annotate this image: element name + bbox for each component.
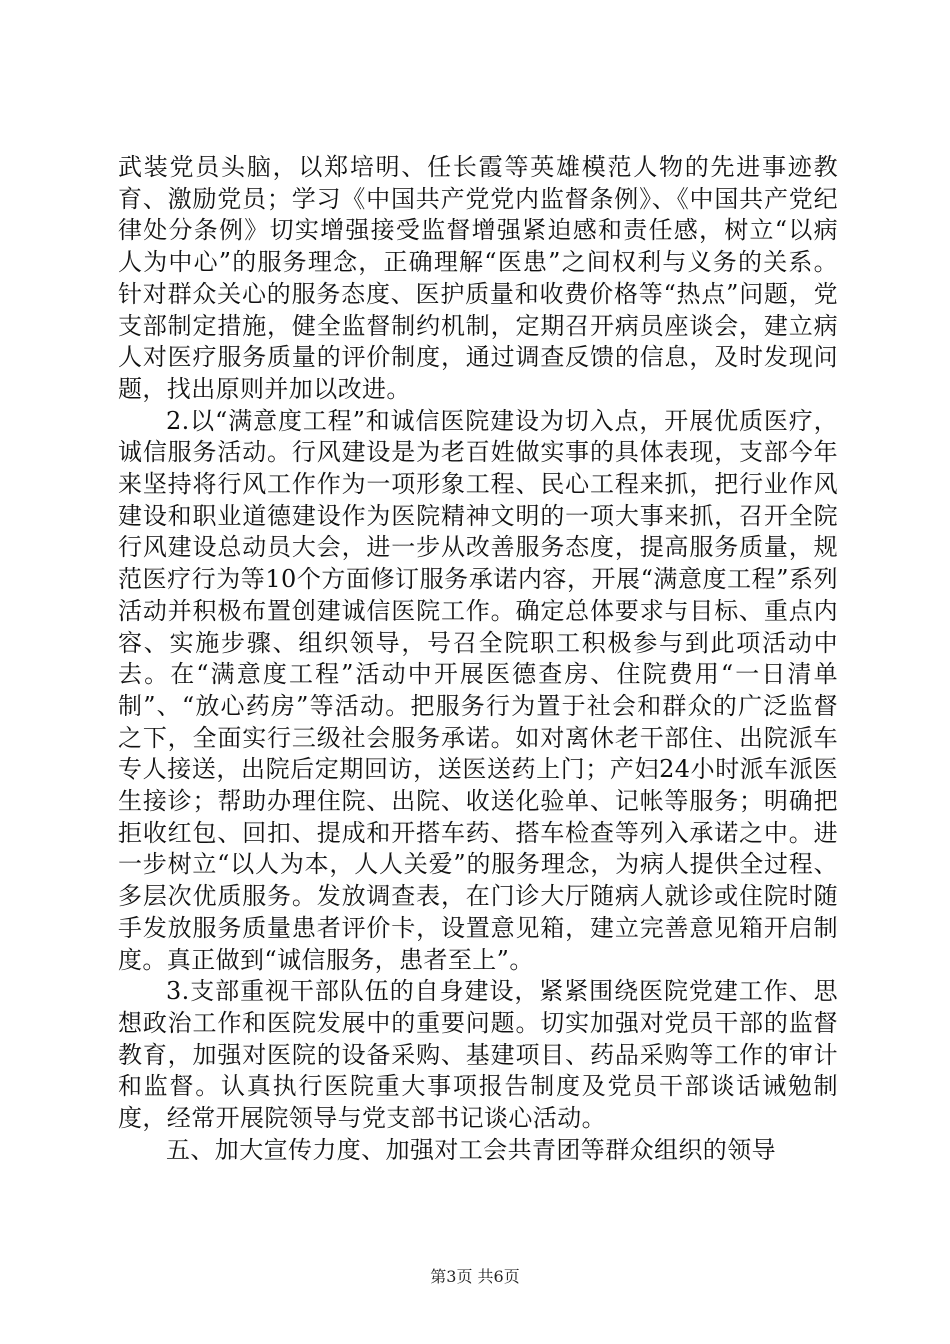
body-text (118, 152, 838, 1167)
section-heading-5: 五、加大宣传力度、加强对工会共青团等群众组织的领导 (166, 1135, 776, 1164)
page-footer: 第3页 共6页 (430, 1267, 520, 1286)
paragraph-item-3: 3.支部重视干部队伍的自身建设，紧紧围绕医院党建工作、思想政治工作和医院发展中的重要问题。切实加强对党员干部的监督教育，加强对医院的设备采购、基建项目、药品采购等工作的审计和监督。认真执行医院重大事项报告制度及党员干部谈话诫勉制度，经常开展院领导与党支部书记谈心活动。 (118, 977, 838, 1133)
paragraph-continuation: 武装党员头脑，以郑培明、任长霞等英雄模范人物的先进事迹教育、激励党员；学习《中国共产党党内监督条例》、《中国共产党纪律处分条例》切实增强接受监督增强紧迫感和责任感，树立“以病人为中心”的服务理念，正确理解“医患”之间权利与义务的关系。针对群众关心的服务态度、医护质量和收费价格等“热点”问题，党支部制定措施，健全监督制约机制，定期召开病员座谈会，建立病人对医疗服务质量的评价制度，通过调查反馈的信息，及时发现问题，找出原则并加以改进。 (118, 153, 838, 403)
paragraph-item-2: 2.以“满意度工程”和诚信医院建设为切入点，开展优质医疗，诚信服务活动。行风建设是为老百姓做实事的具体表现，支部今年来坚持将行风工作作为一项形象工程、民心工程来抓，把行业作风建设和职业道德建设作为医院精神文明的一项大事来抓，召开全院行风建设总动员大会，进一步从改善服务态度，提高服务质量，规范医疗行为等10个方面修订服务承诺内容，开展“满意度工程”系列活动并积极布置创建诚信医院工作。确定总体要求与目标、重点内容、实施步骤、组织领导，号召全院职工积极参与到此项活动中去。在“满意度工程”活动中开展医德查房、住院费用“一日清单制”、“放心药房”等活动。把服务行为置于社会和群众的广泛监督之下，全面实行三级社会服务承诺。如对离休老干部住、出院派车专人接送，出院后定期回访，送医送药上门；产妇24小时派车派医生接诊；帮助办理住院、出院、收送化验单、记帐等服务；明确把拒收红包、回扣、提成和开搭车药、搭车检查等列入承诺之中。进一步树立“以人为本，人人关爱”的服务理念，为病人提供全过程、多层次优质服务。发放调查表，在门诊大厅随病人就诊或住院时随手发放服务质量患者评价卡，设置意见箱，建立完善意见箱开启制度。真正做到“诚信服务，患者至上”。 (118, 406, 838, 974)
